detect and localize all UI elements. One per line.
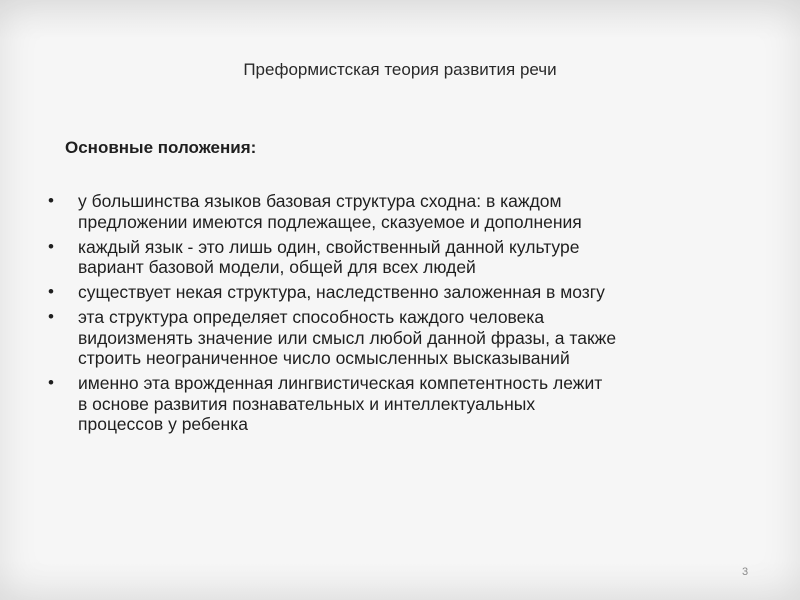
bullet-text-line: существует некая структура, наследственно заложенная в мозгу — [78, 282, 605, 302]
bullet-text-line: строить неограниченное число осмысленных высказываний — [78, 348, 570, 368]
bullet-item — [0, 282, 800, 303]
bullet-text-line: эта структура определяет способность каждого человека — [78, 307, 545, 327]
bullet-text-line: процессов у ребенка — [78, 414, 248, 434]
bullet-marker: • — [48, 282, 54, 301]
bullet-item — [0, 191, 800, 232]
bullet-marker: • — [48, 236, 54, 256]
bullet-item — [0, 237, 800, 278]
bullet-text-line: каждый язык - это лишь один, свойственный данной культуре — [78, 236, 580, 257]
section-subtitle: Основные положения: — [65, 138, 257, 157]
bullet-text-line: в основе развития познавательных и интеллектуальных — [78, 393, 536, 414]
bullet-text-line: видоизменять значение или смысл любой данной фразы, а также — [78, 327, 617, 348]
bullet-text-line: вариант базовой модели, общей для всех людей — [78, 257, 476, 277]
bullet-text-line: именно эта врожденная лингвистическая компетентность лежит — [78, 373, 603, 393]
bullet-item — [0, 307, 800, 369]
bullet-marker: • — [48, 191, 54, 210]
slide-title: Преформистская теория развития речи — [243, 60, 557, 79]
bullet-text-line: у большинства языков базовая структура сходна: в каждом — [78, 191, 562, 211]
bullet-text-line: предложении имеются подлежащее, сказуемое и дополнения — [78, 211, 582, 232]
bullet-item — [0, 373, 800, 435]
bullet-list — [0, 191, 800, 439]
bullet-marker: • — [48, 373, 54, 392]
page-number: 3 — [742, 566, 749, 578]
bullet-marker: • — [48, 307, 54, 326]
